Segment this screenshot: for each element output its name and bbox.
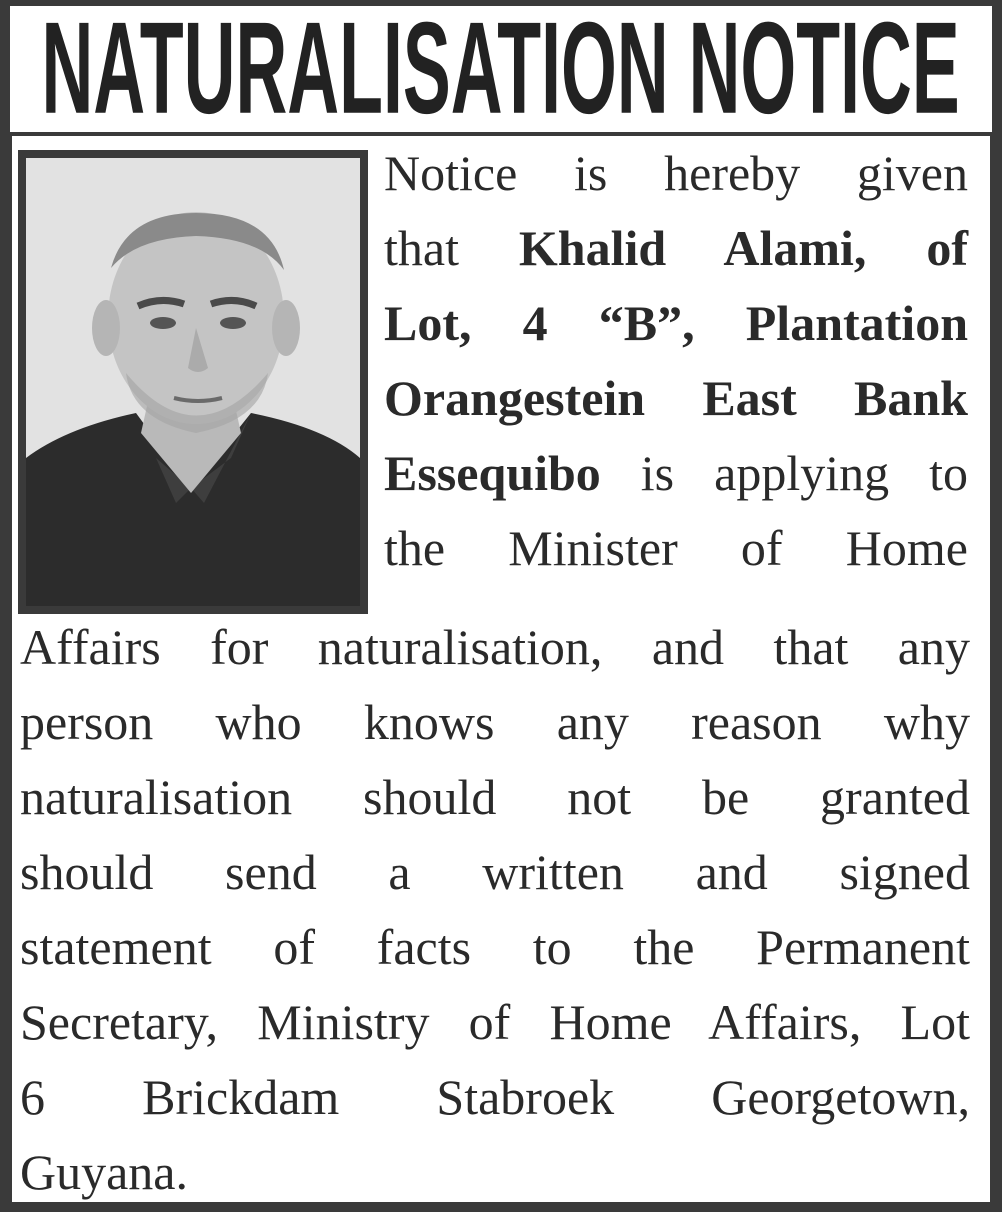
text-segment: the Minister of Home bbox=[384, 520, 968, 576]
applicant-address: Lot, 4 “B”, Plantation bbox=[384, 295, 968, 351]
notice-title: NATURALISATION NOTICE bbox=[41, 6, 961, 132]
text-line bbox=[384, 211, 968, 286]
applicant-name: Khalid Alami, of bbox=[518, 220, 968, 276]
notice-body bbox=[12, 136, 990, 1202]
text-segment: is applying to bbox=[600, 445, 968, 501]
text-line: naturalisation should not be granted bbox=[20, 769, 970, 825]
text-line: Secretary, Ministry of Home Affairs, Lot bbox=[20, 994, 970, 1050]
notice-text-right bbox=[384, 136, 968, 586]
text-segment: that bbox=[384, 220, 519, 276]
text-segment: Notice is hereby given bbox=[384, 145, 968, 201]
text-line: person who knows any reason why bbox=[20, 694, 970, 750]
text-line bbox=[384, 136, 968, 211]
text-line bbox=[384, 436, 968, 511]
text-line: should send a written and signed bbox=[20, 844, 970, 900]
text-line: statement of facts to the Permanent bbox=[20, 919, 970, 975]
text-line bbox=[384, 286, 968, 361]
notice-text-bottom bbox=[20, 610, 970, 1210]
applicant-address: Orangestein East Bank bbox=[384, 370, 968, 426]
text-line: Affairs for naturalisation, and that any bbox=[20, 619, 970, 675]
applicant-address: Essequibo bbox=[384, 445, 601, 501]
text-line: Guyana. bbox=[20, 1144, 188, 1200]
text-line: 6 Brickdam Stabroek Georgetown, bbox=[20, 1069, 970, 1125]
applicant-photo bbox=[18, 150, 368, 614]
text-line bbox=[384, 361, 968, 436]
portrait-image bbox=[26, 158, 360, 606]
title-bar bbox=[10, 6, 992, 132]
text-line bbox=[384, 511, 968, 586]
